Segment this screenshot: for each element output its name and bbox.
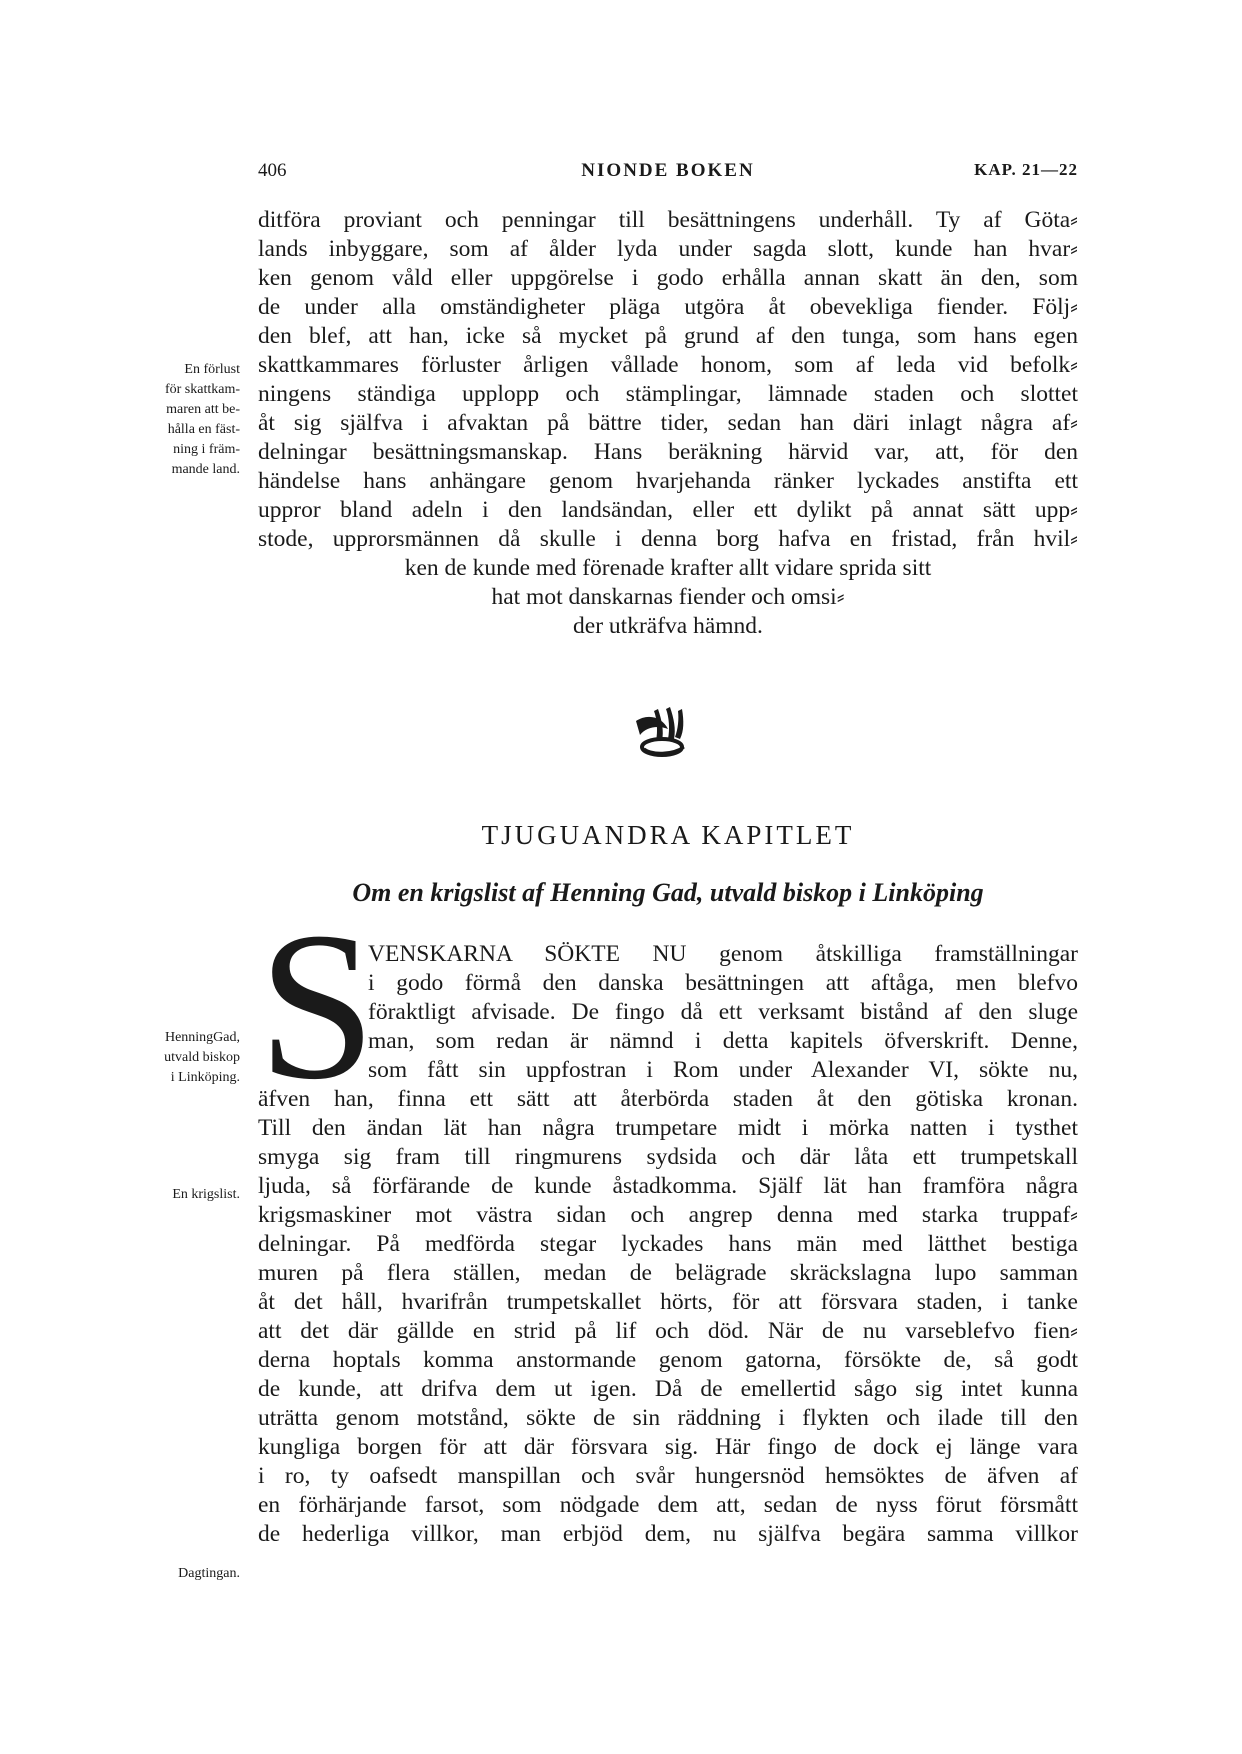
- text-line: VENSKARNA SÖKTE NU genom åtskilliga framställningar: [368, 941, 1078, 967]
- text-line: ningens ständiga upplopp och stämplingar, lämnade staden och slottet: [258, 381, 1078, 407]
- margin-note-line: Dagtingan.: [178, 1566, 240, 1581]
- text-line: som fått sin uppfostran i Rom under Alexander VI, sökte nu,: [368, 1057, 1078, 1083]
- text-line-centered: ken de kunde med förenade krafter allt vidare sprida sitt: [404, 555, 932, 581]
- margin-note-line: En förlust: [184, 362, 240, 377]
- margin-note-line: maren att be-: [166, 402, 240, 417]
- text-line: de kunde, att drifva dem ut igen. Då de emellertid sågo sig intet kunna: [258, 1376, 1078, 1402]
- text-line: åt sig själfva i afvaktan på bättre tider, sedan han däri inlagt några af⸗: [258, 410, 1078, 436]
- margin-note-line: för skattkam-: [164, 382, 240, 397]
- margin-note-line: i Linköping.: [170, 1070, 240, 1085]
- text-line: att det där gällde en strid på lif och död. När de nu varseblefvo fien⸗: [258, 1318, 1078, 1344]
- text-line: åt det håll, hvarifrån trumpetskallet hörts, för att försvara staden, i tanke: [258, 1289, 1078, 1315]
- text-line: ditföra proviant och penningar till besättningens underhåll. Ty af Göta⸗: [258, 207, 1078, 233]
- text-line: äfven han, finna ett sätt att återbörda staden åt den götiska kronan.: [258, 1086, 1078, 1112]
- margin-note-krigslist: [120, 1185, 240, 1205]
- text-line: derna hoptals komma anstormande genom gatorna, försökte de, så godt: [258, 1347, 1078, 1373]
- text-line: en förhärjande farsot, som nödgade dem att, sedan de nyss förut försmått: [258, 1492, 1078, 1518]
- paragraph-continued: [258, 206, 1078, 641]
- chapter-heading: TJUGUANDRA KAPITLET: [481, 820, 855, 850]
- text-line: delningar. På medförda stegar lyckades hans män med lätthet bestiga: [258, 1231, 1078, 1257]
- text-line: stode, upprorsmännen då skulle i denna borg hafva en fristad, från hvil⸗: [258, 526, 1078, 552]
- text-line: smyga sig fram till ringmurens sydsida och där låta ett trumpetskall: [258, 1144, 1078, 1170]
- text-line: Till den ändan lät han några trumpetare midt i mörka natten i tysthet: [258, 1115, 1078, 1141]
- margin-note-line: mande land.: [171, 462, 240, 477]
- page-header: [258, 160, 1078, 190]
- margin-note-line: ning i främ-: [173, 442, 240, 457]
- margin-note-dagtingan: [120, 1564, 240, 1584]
- text-line: man, som redan är nämnd i detta kapitels öfverskrift. Denne,: [368, 1028, 1078, 1054]
- text-line: krigsmaskiner mot västra sidan och angrep denna med starka truppaf⸗: [258, 1202, 1078, 1228]
- text-line: de hederliga villkor, man erbjöd dem, nu själfva begära samma villkor: [258, 1521, 1078, 1547]
- text-line: delningar besättningsmanskap. Hans beräkning härvid var, att, för den: [258, 439, 1078, 465]
- text-line: händelse hans anhängare genom hvarjehanda ränker lyckades anstifta ett: [258, 468, 1078, 494]
- text-line: muren på flera ställen, medan de belägrade skräckslagna lupo samman: [258, 1260, 1078, 1286]
- margin-note-line: utvald biskop: [164, 1050, 240, 1065]
- paragraph-chapter-start: [258, 940, 1078, 1549]
- margin-note-henning-gad: [120, 1028, 240, 1088]
- text-line: lands inbyggare, som af ålder lyda under sagda slott, kunde han hvar⸗: [258, 236, 1078, 262]
- text-line-centered: hat mot danskarnas fiender och omsi⸗: [491, 584, 845, 610]
- text-line-centered: der utkräfva hämnd.: [573, 613, 763, 639]
- text-line: kungliga borgen för att där försvara sig. Här fingo de dock ej länge vara: [258, 1434, 1078, 1460]
- text-line: den blef, att han, icke så mycket på grund af den tunga, som hans egen: [258, 323, 1078, 349]
- text-line: uppror bland adeln i den landsändan, eller ett dylikt på annat sätt upp⸗: [258, 497, 1078, 523]
- text-line: i ro, ty oafsedt manspillan och svår hungersnöd hemsöktes de äfven af: [258, 1463, 1078, 1489]
- margin-note-loss: [120, 360, 240, 480]
- margin-note-line: HenningGad,: [164, 1030, 240, 1045]
- page-number: 406: [258, 160, 287, 181]
- text-line: ken genom våld eller uppgörelse i godo erhålla annan skatt än den, som: [258, 265, 1078, 291]
- margin-note-line: En krigslist.: [172, 1187, 240, 1202]
- chapter-reference: KAP. 21—22: [974, 160, 1078, 179]
- text-line: uträtta genom motstånd, sökte de sin räddning i flykten och ilade till den: [258, 1405, 1078, 1431]
- fleuron-ornament-icon: [628, 707, 698, 757]
- running-title: NIONDE BOKEN: [581, 160, 755, 181]
- text-line: de under alla omständigheter pläga utgöra åt obevekliga fiender. Följ⸗: [258, 294, 1078, 320]
- chapter-subtitle: Om en krigslist af Henning Gad, utvald biskop i Linköping: [352, 878, 984, 907]
- drop-cap: S: [258, 888, 376, 1123]
- text-line: ljuda, så förfärande de kunde åstadkomma. Själf lät han framföra några: [258, 1173, 1078, 1199]
- text-line: i godo förmå den danska besättningen att aftåga, men blefvo: [368, 970, 1078, 996]
- text-line: föraktligt afvisade. De fingo då ett verksamt bistånd af den sluge: [368, 999, 1078, 1025]
- margin-note-line: hålla en fäst-: [167, 422, 240, 437]
- text-line: skattkammares förluster årligen vållade honom, som af leda vid befolk⸗: [258, 352, 1078, 378]
